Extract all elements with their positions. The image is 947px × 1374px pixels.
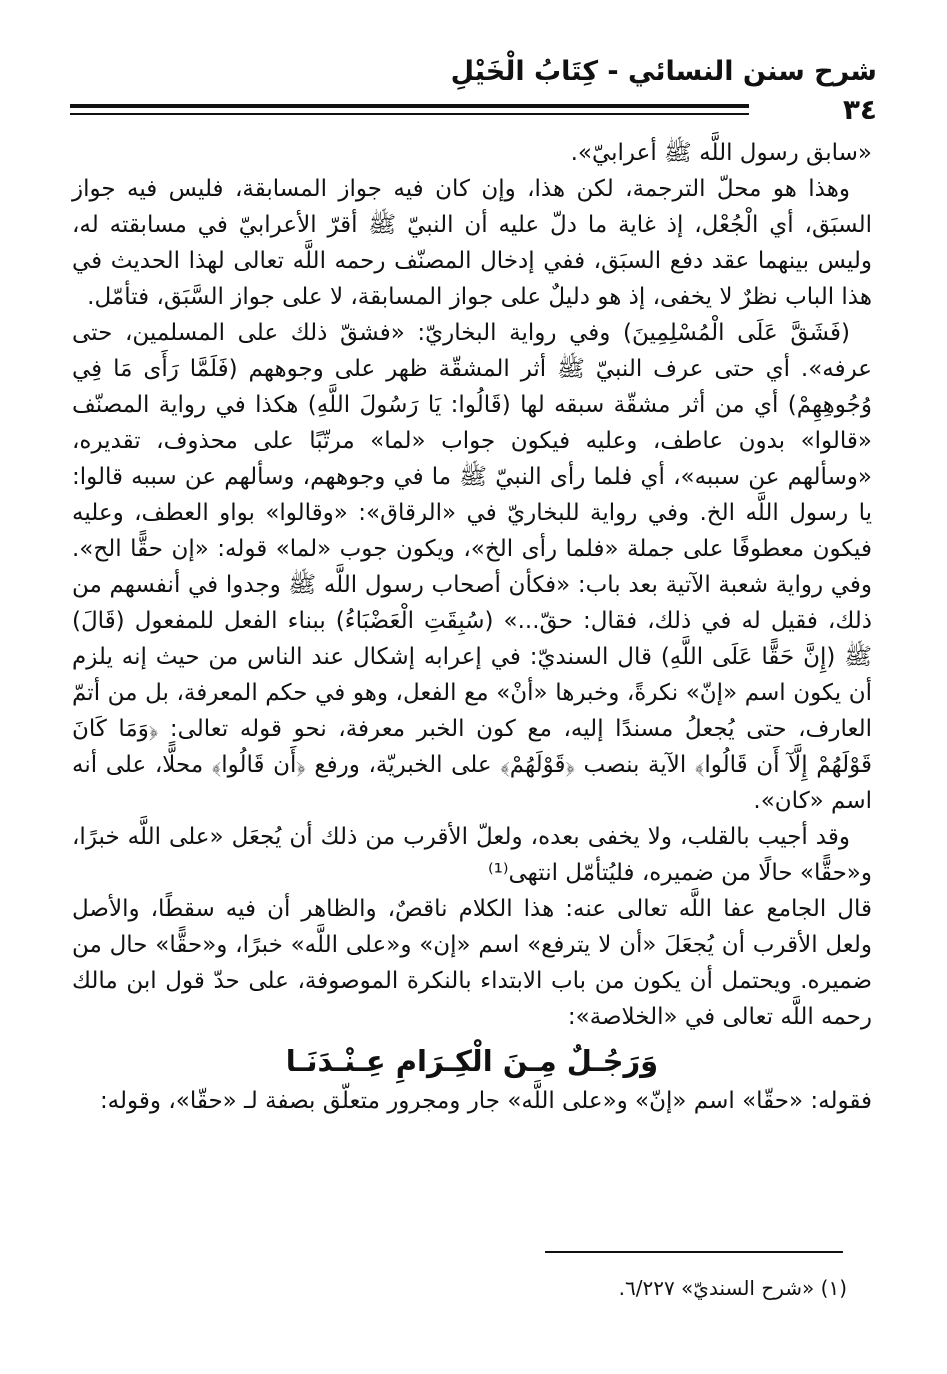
- header-rule-thin: [70, 113, 749, 115]
- page-number: ٣٤: [842, 93, 877, 126]
- paragraph-6: فقوله: «حقّا» اسم «إنّ» و«على اللَّه» جار ومجرور متعلّق بصفة لـ «حقّا»، وقوله:: [99, 1088, 872, 1114]
- paragraph-3: (فَشَقَّ عَلَى الْمُسْلِمِينَ) وفي رواية البخاريّ: «فشقّ ذلك على المسلمين، حتى عرفه». أي حتى عرف النبيّ ﷺ أثر المشقّة ظهر على وجوههم (فَلَمَّا رَأَى مَا فِي وُجُوهِهِمْ) أي من أثر مشقّة سبقه لها (قَالُوا: يَا رَسُولَ اللَّهِ) هكذا في رواية المصنّف «قالوا» بدون عاطف، وعليه فيكون جواب «لما» مرتّبًا على محذوف، تقديره، «وسألهم عن سببه»، أي فلما رأى النبيّ ﷺ ما في وجوههم، وسألهم عن سببه قالوا: يا رسول اللَّه الخ. وفي رواية للبخاريّ في «الرقاق»: «وقالوا» بواو العطف، وعليه فيكون معطوفًا على جملة «فلما رأى الخ»، ويكون جوب «لما» قوله: «إن حقًّا الح». وفي رواية شعبة الآتية بعد باب: «فكأن أصحاب رسول اللَّه ﷺ وجدوا في أنفسهم من ذلك، فقيل له في ذلك، فقال: حقّ...» (سُبِقَتِ الْعَضْبَاءُ) ببناء الفعل للمفعول (قَالَ) ﷺ (إِنَّ حَقًّا عَلَى اللَّهِ) قال السنديّ: في إعرابه إشكال عند الناس من حيث إنه يلزم أن يكون اسم «إنّ» نكرةً، وخبرها «أنْ» مع الفعل، وهو في حكم المعرفة، بل من أتمّ العارف، حتى يُجعلُ مسندًا إليه، مع كون الخبر معرفة، نحو قوله تعالى: ﴿وَمَا كَانَ قَوْلَهُمْ إِلَّآ أَن قَالُوا﴾ الآية بنصب ﴿قَوْلَهُمْ﴾ على الخبريّة، ورفع ﴿أَن قَالُوا﴾ محلًّا، على أنه اسم «كان».: [72, 320, 872, 814]
- header-rule-thick: [70, 104, 749, 108]
- paragraph-4: وقد أجيب بالقلب، ولا يخفى بعده، ولعلّ الأقرب من ذلك أن يُجعَل «على اللَّه خبرًا، و«حقًّا» حالًا من ضميره، فليُتأمّل انتهى⁽¹⁾: [72, 824, 872, 886]
- page-header: [70, 48, 877, 126]
- poetry-verse: وَرَجُـلٌ مِـنَ الْكِـرَامِ عِـنْـدَنَـا: [285, 1044, 659, 1078]
- paragraph-2: وهذا هو محلّ الترجمة، لكن هذا، وإن كان فيه جواز المسابقة، فليس فيه جواز السبَق، أي الْجُعْل، إذ غاية ما دلّ عليه أن النبيّ ﷺ أقرّ الأعرابيّ في مسابقته له، وليس بينهما عقد دفع السبَق، ففي إدخال المصنّف رحمه اللَّه تعالى لهذا الحديث في هذا الباب نظرٌ لا يخفى، إذ هو دليلٌ على جواز المسابقة، لا على جواز السَّبَق، فتأمّل.: [72, 176, 872, 310]
- paragraph-1: «سابق رسول اللَّه ﷺ أعرابيّ».: [570, 140, 872, 166]
- running-title: شرح سنن النسائي - كِتَابُ الْخَيْلِ: [450, 56, 877, 87]
- footnote-separator: [545, 1251, 843, 1253]
- body-text: [72, 135, 872, 1119]
- paragraph-5: قال الجامع عفا اللَّه تعالى عنه: هذا الكلام ناقصٌ، والظاهر أن فيه سقطًا، والأصل ولعل الأقرب أن يُجعَلَ «أن لا يترفع» اسم «إن» و«على اللَّه» خبرًا، و«حقًّا» حال من ضميره. ويحتمل أن يكون من باب الابتداء بالنكرة الموصوفة، على حدّ قول ابن مالك رحمه اللَّه تعالى في «الخلاصة»:: [72, 896, 872, 1030]
- footnote: (١) «شرح السنديّ» ٦/٢٢٧.: [618, 1276, 847, 1300]
